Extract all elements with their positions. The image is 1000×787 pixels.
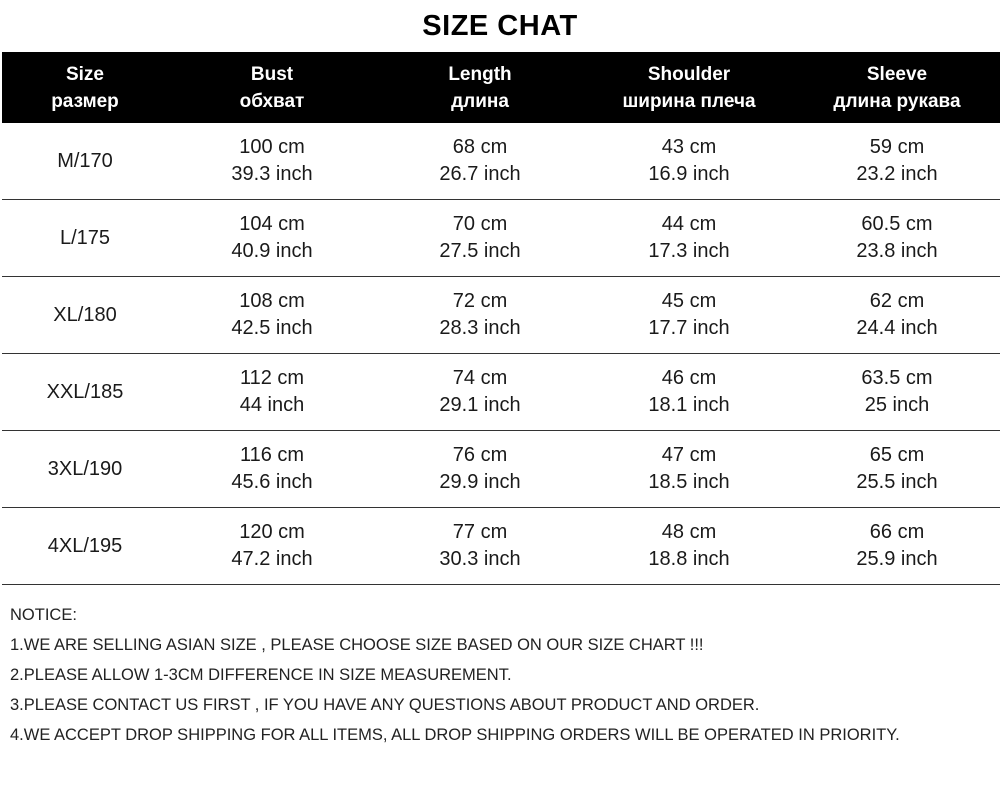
value-cm: 48 cm (661, 521, 717, 543)
sleeve-cell (794, 508, 1000, 585)
notice-item: 4.WE ACCEPT DROP SHIPPING FOR ALL ITEMS, ALL DROP SHIPPING ORDERS WILL BE OPERATED IN PRIORITY. (10, 726, 900, 744)
header-label-ru: длина (451, 90, 509, 112)
value-cm: 108 cm (239, 290, 305, 312)
value-cm: 65 cm (869, 444, 925, 466)
sleeve-cell (794, 123, 1000, 200)
header-label-en: Length (448, 63, 512, 85)
size-cell: 4XL/195 (2, 508, 168, 585)
value-inch: 18.5 inch (648, 471, 730, 493)
value-inch: 45.6 inch (231, 471, 313, 493)
value-cm: 76 cm (452, 444, 508, 466)
value-cm: 116 cm (239, 444, 305, 466)
value-cm: 104 cm (239, 213, 305, 235)
page-title: SIZE CHAT (422, 10, 578, 42)
sleeve-cell (794, 200, 1000, 277)
size-cell: XXL/185 (2, 354, 168, 431)
notice-section (10, 600, 995, 750)
value-cm: 46 cm (661, 367, 717, 389)
length-cell (376, 277, 584, 354)
value-cm: 47 cm (661, 444, 717, 466)
value-inch: 27.5 inch (439, 240, 521, 262)
table-row (2, 200, 1000, 277)
value-inch: 40.9 inch (231, 240, 313, 262)
value-inch: 26.7 inch (439, 163, 521, 185)
table-row (2, 508, 1000, 585)
table-row (2, 277, 1000, 354)
sleeve-cell (794, 431, 1000, 508)
value-cm: 120 cm (239, 521, 305, 543)
value-inch: 42.5 inch (231, 317, 313, 339)
value-inch: 23.8 inch (856, 240, 938, 262)
value-inch: 25.5 inch (856, 471, 938, 493)
bust-cell (168, 431, 376, 508)
header-sleeve (794, 52, 1000, 123)
value-cm: 66 cm (869, 521, 925, 543)
value-inch: 25.9 inch (856, 548, 938, 570)
value-cm: 62 cm (869, 290, 925, 312)
length-cell (376, 123, 584, 200)
length-cell (376, 508, 584, 585)
value-cm: 45 cm (661, 290, 717, 312)
notice-heading: NOTICE: (10, 606, 77, 624)
sleeve-cell (794, 277, 1000, 354)
value-inch: 44 inch (239, 394, 305, 416)
value-cm: 60.5 cm (861, 213, 933, 235)
header-label-en: Size (65, 63, 105, 85)
table-row (2, 123, 1000, 200)
header-label-ru: ширина плеча (622, 90, 756, 112)
value-inch: 18.8 inch (648, 548, 730, 570)
header-shoulder (584, 52, 794, 123)
size-chart-table (2, 52, 1000, 585)
bust-cell (168, 277, 376, 354)
shoulder-cell (584, 508, 794, 585)
value-inch: 17.3 inch (648, 240, 730, 262)
value-cm: 74 cm (452, 367, 508, 389)
value-inch: 28.3 inch (439, 317, 521, 339)
value-cm: 63.5 cm (861, 367, 933, 389)
notice-item: 3.PLEASE CONTACT US FIRST , IF YOU HAVE ANY QUESTIONS ABOUT PRODUCT AND ORDER. (10, 696, 760, 714)
size-cell: L/175 (2, 200, 168, 277)
header-label-en: Shoulder (647, 63, 731, 85)
header-label-ru: обхват (239, 90, 305, 112)
notice-item: 2.PLEASE ALLOW 1-3CM DIFFERENCE IN SIZE MEASUREMENT. (10, 666, 512, 684)
value-cm: 44 cm (661, 213, 717, 235)
value-inch: 23.2 inch (856, 163, 938, 185)
header-label-en: Bust (250, 63, 294, 85)
header-label-en: Sleeve (866, 63, 928, 85)
notice-item: 1.WE ARE SELLING ASIAN SIZE , PLEASE CHOOSE SIZE BASED ON OUR SIZE CHART !!! (10, 636, 704, 654)
value-cm: 70 cm (452, 213, 508, 235)
value-cm: 112 cm (239, 367, 305, 389)
value-inch: 47.2 inch (231, 548, 313, 570)
table-header-row (2, 52, 1000, 123)
header-length (376, 52, 584, 123)
shoulder-cell (584, 354, 794, 431)
table-row (2, 431, 1000, 508)
length-cell (376, 200, 584, 277)
value-inch: 24.4 inch (856, 317, 938, 339)
bust-cell (168, 354, 376, 431)
shoulder-cell (584, 200, 794, 277)
value-cm: 100 cm (239, 136, 305, 158)
value-inch: 17.7 inch (648, 317, 730, 339)
bust-cell (168, 508, 376, 585)
shoulder-cell (584, 123, 794, 200)
size-cell: 3XL/190 (2, 431, 168, 508)
value-cm: 59 cm (869, 136, 925, 158)
table-row (2, 354, 1000, 431)
value-cm: 77 cm (452, 521, 508, 543)
value-inch: 30.3 inch (439, 548, 521, 570)
header-label-ru: размер (51, 90, 119, 112)
bust-cell (168, 200, 376, 277)
header-size (2, 52, 168, 123)
header-bust (168, 52, 376, 123)
value-inch: 29.9 inch (439, 471, 521, 493)
length-cell (376, 354, 584, 431)
value-inch: 18.1 inch (648, 394, 730, 416)
shoulder-cell (584, 277, 794, 354)
header-label-ru: длина рукава (833, 90, 961, 112)
value-inch: 39.3 inch (231, 163, 313, 185)
length-cell (376, 431, 584, 508)
size-cell: M/170 (2, 123, 168, 200)
value-cm: 72 cm (452, 290, 508, 312)
value-inch: 16.9 inch (648, 163, 730, 185)
sleeve-cell (794, 354, 1000, 431)
size-cell: XL/180 (2, 277, 168, 354)
value-inch: 25 inch (864, 394, 930, 416)
value-inch: 29.1 inch (439, 394, 521, 416)
value-cm: 43 cm (661, 136, 717, 158)
bust-cell (168, 123, 376, 200)
value-cm: 68 cm (452, 136, 508, 158)
shoulder-cell (584, 431, 794, 508)
